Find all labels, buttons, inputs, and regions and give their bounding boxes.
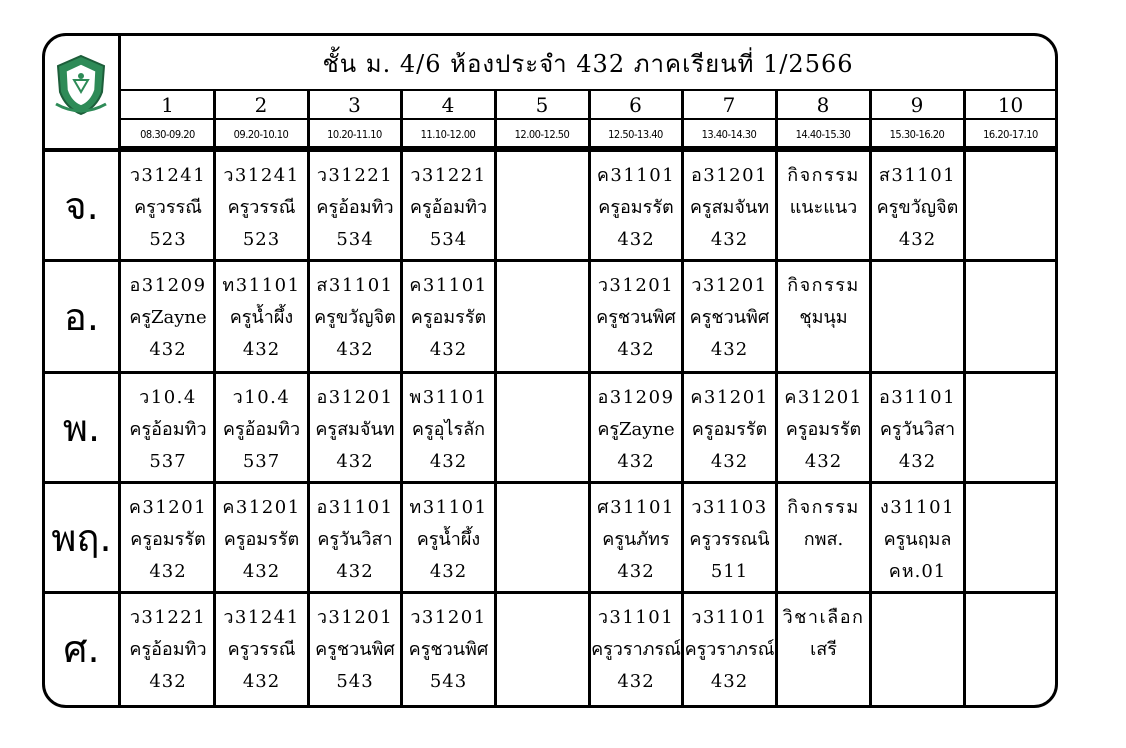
subject-code: ว10.4 — [232, 387, 291, 408]
period-number: 8 — [816, 93, 830, 117]
subject-code: อ31101 — [316, 497, 394, 518]
teacher-name: ครูวรรณี — [227, 639, 296, 660]
period-number: 1 — [161, 93, 174, 117]
period-number: 3 — [348, 93, 361, 117]
subject-code: อ31101 — [878, 387, 957, 408]
teacher-name: ครูขวัญจิต — [314, 307, 396, 328]
room-number: 432 — [617, 451, 655, 472]
timetable-cell — [497, 594, 588, 702]
room-number: 432 — [710, 339, 749, 360]
teacher-name: ชุมนุม — [799, 307, 848, 328]
room-number: 432 — [710, 451, 749, 472]
timetable-cell — [310, 594, 400, 702]
room-number: 543 — [336, 671, 374, 692]
timetable-cell — [778, 484, 869, 591]
period-time: 08.30-09.20 — [140, 127, 195, 141]
room-number: 543 — [429, 671, 468, 692]
teacher-name: ครูน้ำผึ้ง — [229, 307, 294, 328]
room-number: 432 — [149, 671, 187, 692]
period-time: 11.10-12.00 — [420, 127, 476, 141]
room-number: 432 — [149, 561, 187, 582]
room-number: 432 — [617, 229, 655, 250]
day-label: จ. — [64, 184, 99, 228]
subject-code: กิจกรรม — [787, 275, 860, 296]
page-title: ชั้น ม. 4/6 ห้องประจำ 432 ภาคเรียนที่ 1/2566 — [322, 49, 854, 78]
subject-code: ว31201 — [410, 607, 487, 628]
teacher-name: ครูอุไรลัก — [411, 419, 486, 440]
room-number: 432 — [898, 229, 937, 250]
teacher-name: ครูอมรรัต — [223, 529, 300, 550]
room-number: 432 — [710, 229, 749, 250]
room-number: 432 — [336, 339, 374, 360]
room-number: 432 — [336, 561, 374, 582]
timetable-cell — [216, 484, 307, 591]
timetable-cell — [310, 152, 400, 259]
timetable-cell — [497, 484, 588, 591]
teacher-name: กพส. — [803, 529, 844, 550]
teacher-name: ครูZayne — [129, 307, 207, 328]
teacher-name: ครูอ้อมทิว — [316, 197, 394, 218]
teacher-name: ครูวรรณี — [134, 197, 202, 218]
teacher-name: ครูชวนพิศ — [408, 639, 489, 660]
teacher-name: ครูอ้อมทิว — [129, 639, 207, 660]
subject-code: ค31201 — [222, 497, 301, 518]
timetable-cell — [123, 594, 213, 702]
period-number: 4 — [441, 93, 455, 117]
day-label: พฤ. — [51, 516, 112, 560]
teacher-name: ครูวรรณี — [227, 197, 296, 218]
day-label: อ. — [64, 295, 99, 339]
teacher-name: ครูอมรรัต — [130, 529, 206, 550]
timetable-cell — [684, 594, 775, 702]
subject-code: ว31201 — [316, 607, 394, 628]
subject-code: ว10.4 — [139, 387, 197, 408]
room-number: 432 — [898, 451, 937, 472]
room-number: 537 — [149, 451, 187, 472]
room-number: 534 — [429, 229, 468, 250]
teacher-name: แนะแนว — [789, 197, 858, 218]
room-number: 432 — [710, 671, 749, 692]
teacher-name: ครูวราภรณ์ — [591, 639, 681, 660]
room-number: 432 — [336, 451, 374, 472]
teacher-name: ครูวันวิสา — [879, 419, 956, 440]
teacher-name: ครูZayne — [597, 419, 675, 440]
timetable-cell — [591, 594, 681, 702]
timetable-cell — [778, 262, 869, 371]
school-logo — [52, 52, 110, 118]
teacher-name: เสรี — [810, 639, 837, 660]
subject-code: ว31201 — [691, 275, 768, 296]
room-number: 432 — [429, 339, 468, 360]
timetable-cell — [216, 374, 307, 481]
subject-code: ว31221 — [410, 165, 487, 186]
timetable-cell — [497, 374, 588, 481]
room-number: 432 — [617, 671, 655, 692]
teacher-name: ครูขวัญจิต — [876, 197, 959, 218]
teacher-name: ครูสมจันท — [689, 197, 770, 218]
subject-code: ท31101 — [409, 497, 488, 518]
timetable-cell — [872, 152, 963, 259]
room-number: 432 — [242, 339, 281, 360]
subject-code: ค31201 — [128, 497, 208, 518]
timetable-cell — [872, 484, 963, 591]
subject-code: อ31209 — [129, 275, 207, 296]
room-number: 432 — [617, 561, 655, 582]
subject-code: ว31221 — [129, 607, 207, 628]
period-time: 12.50-13.40 — [608, 127, 663, 141]
period-time: 12.00-12.50 — [514, 127, 570, 141]
timetable-cell — [403, 374, 494, 481]
teacher-name: ครูอมรรัต — [410, 307, 487, 328]
teacher-name: ครูอมรรัต — [691, 419, 768, 440]
timetable-cell — [591, 152, 681, 259]
teacher-name: ครูอ้อมทิว — [409, 197, 488, 218]
period-time: 09.20-10.10 — [233, 127, 289, 141]
room-number: 432 — [242, 561, 281, 582]
timetable-cell — [403, 262, 494, 371]
timetable-cell — [403, 484, 494, 591]
subject-code: ว31221 — [316, 165, 394, 186]
timetable-cell — [684, 152, 775, 259]
teacher-name: ครูชวนพิศ — [315, 639, 395, 660]
room-number: 511 — [710, 561, 749, 582]
timetable-cell — [216, 262, 307, 371]
subject-code: ส31101 — [316, 275, 394, 296]
timetable-cell — [778, 152, 869, 259]
teacher-name: ครูอมรรัต — [785, 419, 862, 440]
period-time: 14.40-15.30 — [795, 127, 851, 141]
subject-code: ค31201 — [784, 387, 863, 408]
timetable-cell — [872, 594, 963, 702]
day-label: พ. — [62, 406, 101, 450]
teacher-name: ครูอมรรัต — [598, 197, 674, 218]
subject-code: อ31209 — [597, 387, 675, 408]
teacher-name: ครูสมจันท — [315, 419, 395, 440]
period-time: 16.20-17.10 — [983, 127, 1038, 141]
timetable-cell — [310, 374, 400, 481]
teacher-name: ครูวราภรณ์ — [684, 639, 775, 660]
subject-code: วิชาเลือก — [782, 607, 865, 628]
subject-code: ว31101 — [691, 607, 768, 628]
subject-code: กิจกรรม — [787, 497, 860, 518]
subject-code: อ31201 — [316, 387, 394, 408]
timetable-cell — [123, 484, 213, 591]
teacher-name: ครูชวนพิศ — [596, 307, 676, 328]
timetable-cell — [684, 262, 775, 371]
period-number: 6 — [629, 93, 642, 117]
timetable-cell — [684, 484, 775, 591]
timetable-cell — [966, 484, 1056, 591]
timetable-cell — [966, 262, 1056, 371]
period-number: 7 — [722, 93, 736, 117]
room-number: 523 — [149, 229, 187, 250]
subject-code: ค31201 — [690, 387, 769, 408]
teacher-name: ครูอ้อมทิว — [222, 419, 301, 440]
room-number: 432 — [429, 561, 468, 582]
teacher-name: ครูชวนพิศ — [689, 307, 770, 328]
teacher-name: ครูวันวิสา — [317, 529, 393, 550]
subject-code: ว31241 — [223, 165, 300, 186]
subject-code: พ31101 — [409, 387, 488, 408]
subject-code: ว31201 — [597, 275, 675, 296]
timetable-cell — [778, 374, 869, 481]
room-number: 523 — [242, 229, 281, 250]
subject-code: ส31101 — [878, 165, 957, 186]
teacher-name: ครูอ้อมทิว — [129, 419, 207, 440]
timetable-cell — [966, 152, 1056, 259]
room-number: 432 — [617, 339, 655, 360]
timetable-cell — [310, 484, 400, 591]
period-time: 15.30-16.20 — [889, 127, 945, 141]
subject-code: ค31101 — [596, 165, 676, 186]
timetable-cell — [591, 262, 681, 371]
timetable-cell — [403, 152, 494, 259]
timetable-cell — [310, 262, 400, 371]
teacher-name: ครูน้ำผึ้ง — [416, 529, 481, 550]
timetable-cell — [123, 152, 213, 259]
timetable-cell — [497, 152, 588, 259]
timetable-cell — [403, 594, 494, 702]
day-label: ศ. — [63, 626, 100, 671]
timetable-cell — [966, 594, 1056, 702]
teacher-name: ครูนฤมล — [883, 529, 952, 550]
timetable-cell — [684, 374, 775, 481]
room-number: 534 — [336, 229, 374, 250]
subject-code: ศ31101 — [597, 497, 675, 518]
timetable-cell — [591, 374, 681, 481]
subject-code: ว31241 — [129, 165, 207, 186]
subject-code: ง31101 — [879, 497, 956, 518]
timetable-cell — [778, 594, 869, 702]
subject-code: ว31101 — [597, 607, 675, 628]
period-time: 10.20-11.10 — [327, 127, 382, 141]
timetable-cell — [216, 594, 307, 702]
timetable-cell — [216, 152, 307, 259]
subject-code: อ31201 — [690, 165, 769, 186]
subject-code: ว31103 — [691, 497, 768, 518]
timetable-cell — [591, 484, 681, 591]
period-number: 2 — [254, 93, 268, 117]
timetable-cell — [123, 262, 213, 371]
timetable-cell — [497, 262, 588, 371]
period-number: 9 — [910, 93, 924, 117]
teacher-name: ครูวรรณนิ — [689, 529, 770, 550]
room-number: 432 — [242, 671, 281, 692]
subject-code: ค31101 — [409, 275, 488, 296]
subject-code: กิจกรรม — [787, 165, 860, 186]
timetable-cell — [123, 374, 213, 481]
room-number: 432 — [429, 451, 468, 472]
subject-code: ว31241 — [223, 607, 300, 628]
teacher-name: ครูนภัทร — [602, 529, 670, 550]
timetable-cell — [966, 374, 1056, 481]
room-number: คห.01 — [888, 561, 947, 582]
period-number: 10 — [997, 93, 1024, 117]
period-number: 5 — [535, 93, 549, 117]
room-number: 432 — [149, 339, 187, 360]
room-number: 432 — [804, 451, 843, 472]
subject-code: ท31101 — [222, 275, 301, 296]
period-time: 13.40-14.30 — [701, 127, 757, 141]
timetable-cell — [872, 262, 963, 371]
timetable-cell — [872, 374, 963, 481]
room-number: 537 — [242, 451, 281, 472]
